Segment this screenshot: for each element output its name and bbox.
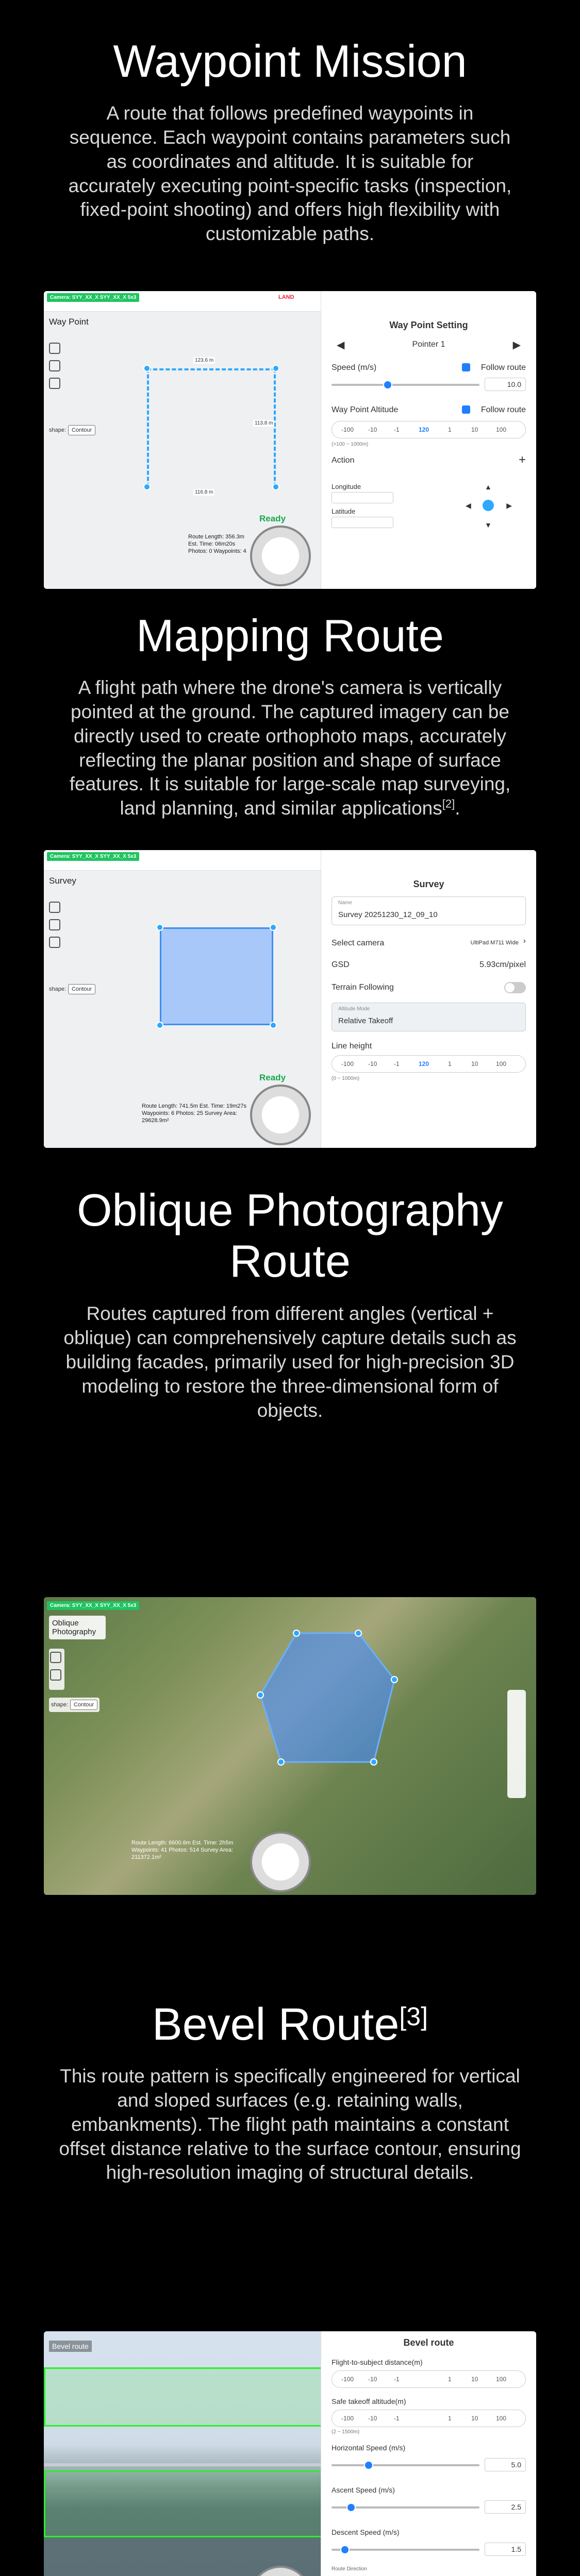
footnote-ref[interactable]: [2] — [442, 798, 455, 811]
side-toolbar — [49, 902, 62, 954]
route-name: Way Point — [49, 317, 89, 327]
section-description: A flight path where the drone's camera is vertically pointed at the ground. The captured imagery can be directly used to create orthophoto maps, accurately reflecting the planar position and shape of surface features. It is suitable for large-scale map surveying, land planning, and similar applications[2]. — [69, 676, 511, 819]
waypoint-marker[interactable] — [272, 365, 279, 372]
shape-value[interactable]: Contour — [68, 425, 95, 435]
description-text: A flight path where the drone's camera is vertically pointed at the ground. The captured imagery can be directly used to create orthophoto maps, accurately reflecting the planar position and shape of surface features. It is suitable for large-scale map surveying, land planning, and similar applications — [69, 676, 511, 819]
vertex-marker[interactable] — [355, 1630, 362, 1637]
arrow-right-icon[interactable]: ▶ — [506, 501, 512, 510]
stepper-tick[interactable]: 100 — [496, 426, 507, 433]
land-status: LAND — [278, 294, 294, 300]
undo-icon[interactable] — [49, 902, 60, 913]
line-height-label: Line height — [332, 1042, 372, 1050]
distance-stepper[interactable] — [332, 2370, 526, 2388]
panel-title: Bevel route — [403, 2337, 454, 2348]
section-oblique — [0, 1185, 580, 1423]
route-name: Bevel route — [49, 2341, 92, 2352]
compass-widget — [250, 2566, 311, 2576]
delete-icon[interactable] — [50, 1669, 61, 1681]
screenshot-waypoint — [44, 291, 536, 589]
point-selector[interactable]: Pointer 1 — [412, 340, 445, 349]
slider-thumb[interactable] — [340, 2545, 350, 2554]
center-icon[interactable] — [483, 500, 494, 511]
compass-widget — [250, 526, 311, 586]
arrow-down-icon[interactable]: ▼ — [485, 521, 492, 529]
map-view[interactable] — [44, 850, 322, 1148]
camera-tag: Camera: SYY_XX_X SYY_XX_X 5x3 — [47, 1601, 139, 1610]
section-description: This route pattern is specifically engineered for vertical and sloped surfaces (e.g. retaining walls, embankments). The flight path maintains a constant offset distance relative to the surface contour, ensuring high-resolution imaging of structural details. — [59, 2065, 521, 2183]
arrow-up-icon[interactable]: ▲ — [485, 483, 492, 491]
safe-altitude-stepper[interactable] — [332, 2410, 526, 2427]
section-title: Oblique Photography Route — [77, 1184, 503, 1286]
stepper-tick[interactable]: -1 — [394, 2376, 400, 2383]
layers-icon[interactable] — [49, 378, 60, 389]
route-path — [147, 368, 276, 487]
dspeed-input[interactable]: 1.5 — [485, 2543, 526, 2556]
stepper-tick[interactable]: 1 — [448, 426, 452, 433]
aspeed-input[interactable]: 2.5 — [485, 2500, 526, 2514]
shape-label: shape: — [51, 1702, 69, 1708]
undo-icon[interactable] — [50, 1652, 61, 1663]
camera-tag: Camera: SYY_XX_X SYY_XX_X 5x3 — [47, 293, 139, 302]
vertex-marker[interactable] — [257, 1691, 264, 1699]
stepper-tick[interactable]: 10 — [471, 1060, 478, 1067]
vertex-marker[interactable] — [277, 1758, 285, 1766]
bridge-view[interactable] — [44, 2331, 322, 2576]
footnote-ref[interactable]: [3] — [399, 2002, 428, 2031]
safe-altitude-range: (2 ~ 1500m) — [332, 2429, 360, 2435]
distance-label: 116.8 m — [193, 489, 214, 496]
stepper-tick[interactable]: -100 — [341, 426, 354, 433]
screenshot-mapping — [44, 850, 536, 1148]
aspeed-slider[interactable] — [332, 2506, 479, 2509]
route-name: Oblique Photography — [49, 1616, 106, 1639]
section-waypoint — [0, 36, 580, 246]
waypoint-marker[interactable] — [143, 483, 151, 490]
stepper-tick[interactable]: 100 — [496, 2415, 507, 2422]
shape-value[interactable]: Contour — [70, 1700, 97, 1710]
panel-title: Survey — [413, 879, 444, 889]
bevel-band — [44, 2470, 322, 2537]
route-stats: Route Length: 356.3m Est. Time: 06m20s Photos: 0 Waypoints: 4 — [188, 534, 246, 554]
stepper-tick[interactable]: -10 — [368, 2415, 377, 2422]
stepper-value[interactable]: 120 — [419, 1060, 429, 1067]
shape-selector[interactable] — [49, 425, 95, 435]
longitude-label: Longitude — [332, 483, 361, 490]
satellite-map[interactable] — [44, 1597, 536, 1895]
stepper-tick[interactable]: -10 — [368, 426, 377, 433]
prev-point-icon[interactable]: ◀ — [337, 340, 345, 351]
stepper-tick[interactable]: 100 — [496, 1060, 507, 1067]
stepper-tick[interactable]: -100 — [341, 1060, 354, 1067]
slider-thumb[interactable] — [346, 2503, 356, 2512]
route-stats: Route Length: 741.5m Est. Time: 19m27s Waypoints: 6 Photos: 25 Survey Area: 29628.9m² — [142, 1103, 247, 1124]
stepper-tick[interactable]: 1 — [448, 1060, 452, 1067]
route-path-left — [147, 368, 149, 487]
stepper-tick[interactable]: -100 — [341, 2415, 354, 2422]
layers-icon[interactable] — [49, 937, 60, 948]
stepper-tick[interactable]: 1 — [448, 2376, 452, 2383]
screenshot-bevel — [44, 2331, 536, 2576]
section-title — [0, 1999, 580, 2050]
action-label: Action — [332, 456, 355, 465]
compass-widget — [250, 1832, 311, 1892]
direction-pad[interactable] — [466, 483, 512, 529]
vertex-marker[interactable] — [370, 1758, 377, 1766]
oblique-area[interactable] — [255, 1623, 400, 1777]
follow-route-label: Follow route — [480, 363, 526, 372]
section-bevel — [0, 1999, 580, 2185]
stepper-tick[interactable]: 10 — [471, 2376, 478, 2383]
follow-route-checkbox[interactable] — [462, 405, 470, 414]
gsd-label: GSD — [332, 960, 350, 969]
shape-selector[interactable] — [49, 984, 95, 994]
dspeed-slider[interactable] — [332, 2549, 479, 2551]
name-value[interactable]: Survey 20251230_12_09_10 — [338, 910, 438, 919]
line-height-stepper[interactable] — [332, 1055, 526, 1073]
top-bar — [44, 850, 322, 871]
shape-value[interactable]: Contour — [68, 984, 95, 994]
waypoint-marker[interactable] — [272, 483, 279, 490]
safe-altitude-label: Safe takeoff altitude(m) — [332, 2397, 406, 2405]
hspeed-label: Horizontal Speed (m/s) — [332, 2444, 406, 2452]
name-label: Name — [338, 900, 352, 906]
chevron-right-icon[interactable]: › — [523, 937, 526, 945]
latitude-label: Latitude — [332, 507, 356, 515]
route-direction-label: Route Direction — [332, 2566, 367, 2572]
distance-label: 123.6 m — [193, 357, 215, 364]
bevel-settings-panel — [321, 2331, 536, 2576]
stepper-tick[interactable]: -10 — [368, 1060, 377, 1067]
stepper-value[interactable]: 120 — [419, 426, 429, 433]
ready-status: Ready — [259, 514, 286, 523]
section-title: Mapping Route — [136, 610, 444, 661]
vertex-marker[interactable] — [270, 1022, 277, 1029]
stepper-tick[interactable]: 10 — [471, 426, 478, 433]
terrain-toggle[interactable] — [504, 982, 526, 993]
slider-thumb[interactable] — [364, 2461, 373, 2470]
add-action-icon[interactable]: + — [518, 453, 526, 467]
survey-settings-panel — [321, 850, 536, 1148]
section-title: Waypoint Mission — [113, 36, 467, 87]
delete-icon[interactable] — [49, 919, 60, 930]
camera-tag: Camera: SYY_XX_X SYY_XX_X 5x3 — [47, 852, 139, 861]
distance-label: 113.8 m — [253, 420, 274, 427]
vertex-marker[interactable] — [156, 1022, 163, 1029]
select-camera-label: Select camera — [332, 939, 385, 947]
stepper-tick[interactable]: -10 — [368, 2376, 377, 2383]
compass-widget — [250, 1084, 311, 1145]
stepper-tick[interactable]: -1 — [394, 2415, 400, 2422]
altitude-mode-select[interactable] — [332, 1003, 526, 1031]
side-toolbar — [49, 343, 62, 395]
shape-label: shape: — [49, 427, 67, 433]
stepper-tick[interactable]: 1 — [448, 2415, 452, 2422]
side-toolbar — [49, 1649, 64, 1690]
screenshot-oblique — [44, 1597, 536, 1895]
shape-selector[interactable] — [49, 1698, 100, 1712]
map-view[interactable] — [44, 291, 322, 589]
top-bar — [44, 291, 322, 312]
undo-icon[interactable] — [49, 343, 60, 354]
section-description: Routes captured from different angles (vertical + oblique) can comprehensively capture details such as building facades, primarily used for high-precision 3D modeling to restore the three-dimensional form of objects. — [63, 1303, 517, 1421]
ready-status: Ready — [259, 1073, 286, 1082]
altitude-mode-label: Altitude Mode — [338, 1006, 370, 1012]
altitude-range: (>100 ~ 1000m) — [332, 442, 369, 447]
terrain-label: Terrain Following — [332, 983, 394, 992]
longitude-input[interactable] — [332, 492, 393, 503]
arrow-left-icon[interactable]: ◀ — [466, 501, 471, 510]
speed-label: Speed (m/s) — [332, 363, 377, 372]
panel-title: Way Point Setting — [389, 320, 468, 330]
section-description: A route that follows predefined waypoints in sequence. Each waypoint contains parameters such as coordinates and altitude. It is suitable for accurately executing point-specific tasks (inspection, fixed-point shooting) and offers high flexibility with customizable paths. — [68, 102, 512, 245]
hspeed-slider[interactable] — [332, 2464, 479, 2466]
latitude-input[interactable] — [332, 517, 393, 528]
stepper-tick[interactable]: 10 — [471, 2415, 478, 2422]
next-point-icon[interactable]: ▶ — [512, 340, 521, 351]
distance-label: Flight-to-subject distance(m) — [332, 2358, 423, 2366]
route-stats: Route Length: 6600.6m Est. Time: 2h5m Waypoints: 41 Photos: 514 Survey Area: 211372.1m² — [131, 1840, 234, 1860]
vertex-marker[interactable] — [270, 924, 277, 931]
stepper-tick[interactable]: -100 — [341, 2376, 354, 2383]
line-height-range: (0 ~ 1000m) — [332, 1076, 360, 1081]
stepper-tick[interactable]: -1 — [394, 1060, 400, 1067]
vertex-marker[interactable] — [391, 1676, 398, 1683]
vertex-marker[interactable] — [156, 924, 163, 931]
follow-route-label: Follow route — [480, 405, 526, 414]
aspeed-label: Ascent Speed (m/s) — [332, 2486, 395, 2494]
section-mapping — [0, 611, 580, 821]
stepper-tick[interactable]: -1 — [394, 426, 400, 433]
map-controls[interactable] — [507, 1690, 526, 1798]
waypoint-marker[interactable] — [143, 365, 151, 372]
survey-area[interactable] — [160, 927, 273, 1025]
delete-icon[interactable] — [49, 360, 60, 371]
route-name: Survey — [49, 876, 76, 886]
hspeed-input[interactable]: 5.0 — [485, 2458, 526, 2471]
speed-slider[interactable] — [332, 384, 479, 386]
follow-route-checkbox[interactable] — [462, 363, 470, 371]
bevel-band — [44, 2367, 322, 2427]
speed-input[interactable]: 10.0 — [485, 378, 526, 391]
gsd-value: 5.93cm/pixel — [479, 960, 526, 969]
shape-label: shape: — [49, 986, 67, 992]
stepper-tick[interactable]: 100 — [496, 2376, 507, 2383]
camera-value[interactable]: UltiPad M711 Wide — [470, 940, 519, 946]
altitude-label: Way Point Altitude — [332, 405, 399, 414]
dspeed-label: Descent Speed (m/s) — [332, 2528, 400, 2536]
name-field[interactable] — [332, 896, 526, 925]
title-text: Bevel Route — [152, 1998, 400, 2049]
bridge-deck — [44, 2463, 322, 2466]
altitude-stepper[interactable] — [332, 421, 526, 438]
altitude-mode-value[interactable]: Relative Takeoff — [338, 1016, 393, 1025]
waypoint-settings-panel — [321, 291, 536, 589]
slider-thumb[interactable] — [383, 380, 392, 389]
vertex-marker[interactable] — [293, 1630, 300, 1637]
